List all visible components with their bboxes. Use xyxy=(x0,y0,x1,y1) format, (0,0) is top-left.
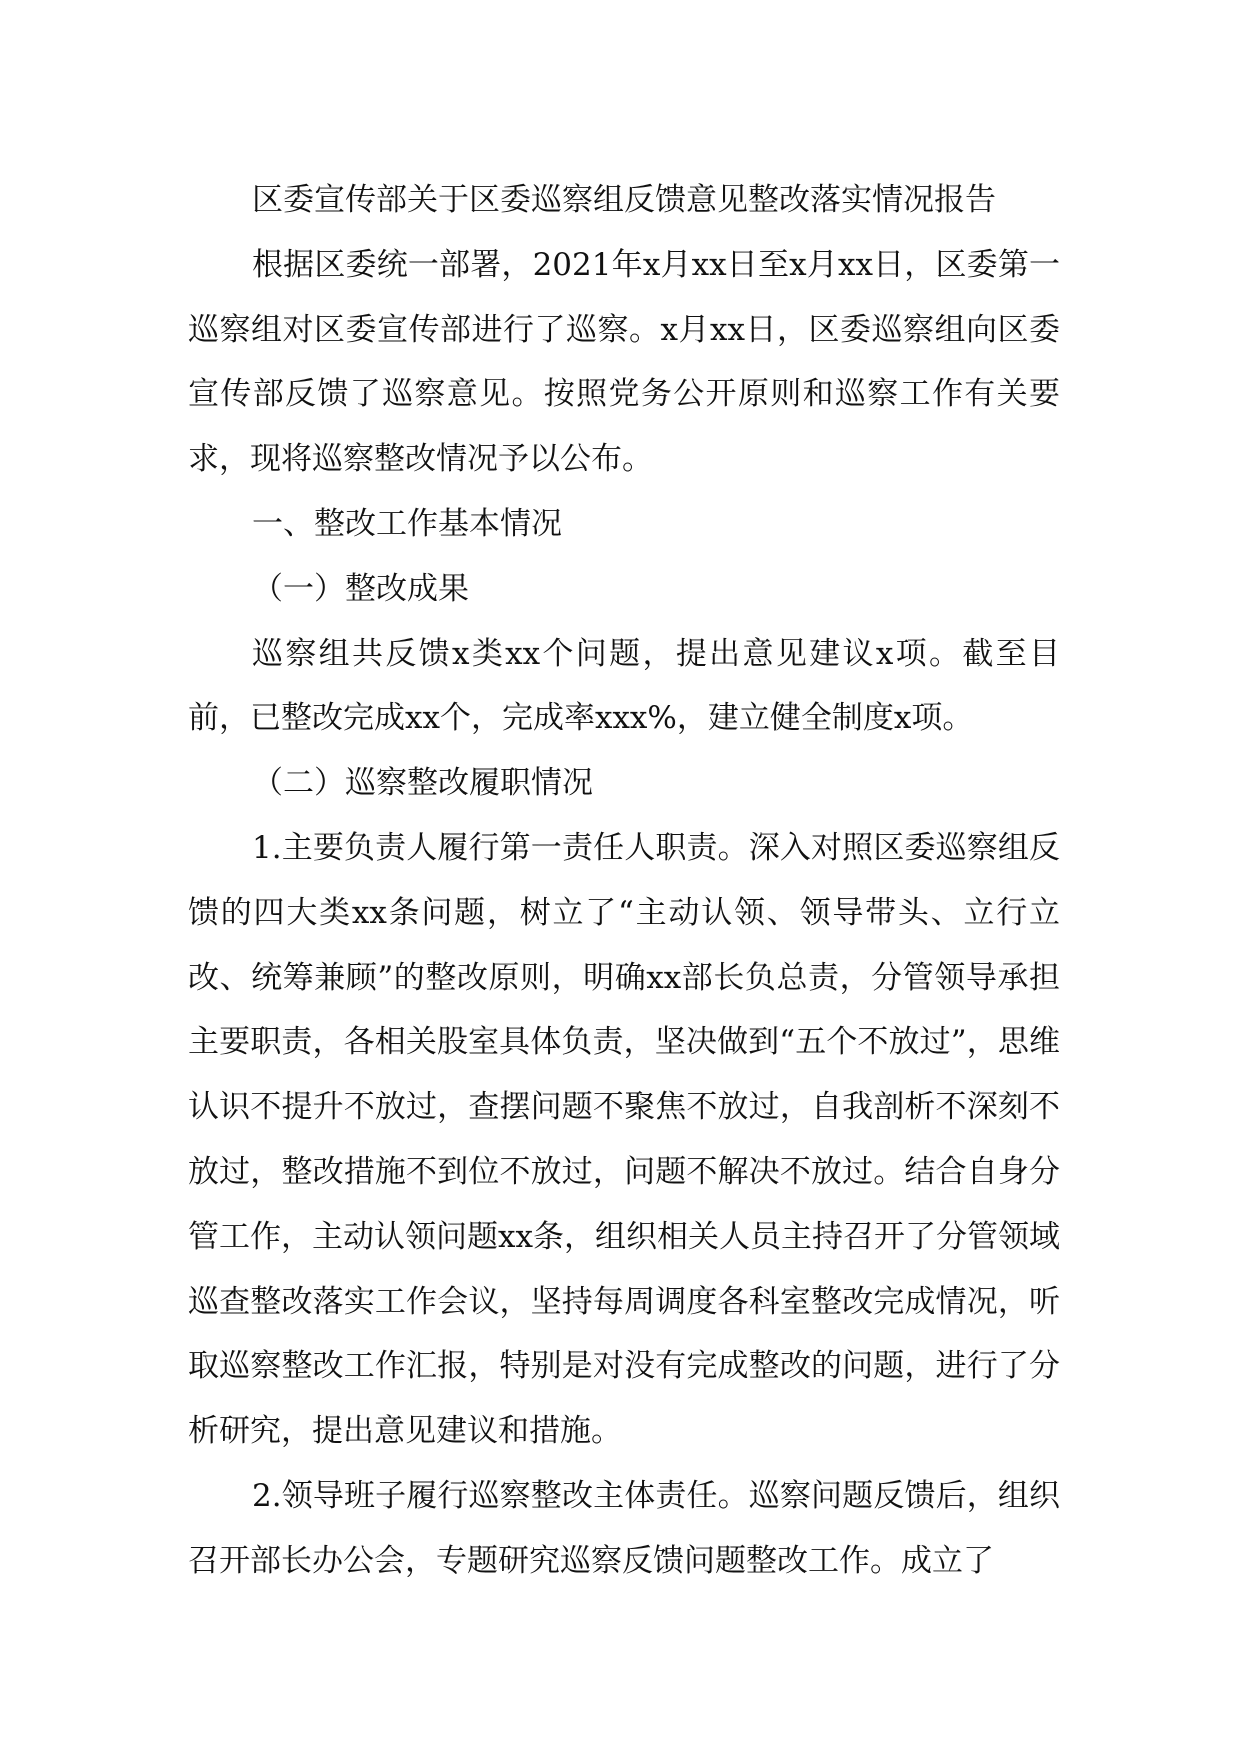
document-body xyxy=(188,168,1060,1594)
duty-paragraph-2: 2.领导班子履行巡察整改主体责任。巡察问题反馈后，组织召开部长办公会，专题研究巡察反馈问题整改工作。成立了 xyxy=(188,1477,1060,1579)
intro-paragraph: 根据区委统一部署，2021年x月xx日至x月xx日，区委第一巡察组对区委宣传部进行了巡察。x月xx日，区委巡察组向区委宣传部反馈了巡察意见。按照党务公开原则和巡察工作有关要求，现将巡察整改情况予以公布。 xyxy=(188,246,1060,478)
document-title: 区委宣传部关于区委巡察组反馈意见整改落实情况报告 xyxy=(252,182,996,218)
duty-paragraph-1: 1.主要负责人履行第一责任人职责。深入对照区委巡察组反馈的四大类xx条问题，树立了“主动认领、领导带头、立行立改、统筹兼顾”的整改原则，明确xx部长负总责，分管领导承担主要职责，各相关股室具体负责，坚决做到“五个不放过”，思维认识不提升不放过，查摆问题不聚焦不放过，自我剖析不深刻不放过，整改措施不到位不放过，问题不解决不放过。结合自身分管工作，主动认领问题xx条，组织相关人员主持召开了分管领域巡查整改落实工作会议，坚持每周调度各科室整改完成情况，听取巡察整改工作汇报，特别是对没有完成整改的问题，进行了分析研究，提出意见建议和措施。 xyxy=(188,829,1060,1450)
section-heading-1: 一、整改工作基本情况 xyxy=(252,505,562,542)
results-paragraph: 巡察组共反馈x类xx个问题，提出意见建议x项。截至目前，已整改完成xx个，完成率xxx%，建立健全制度x项。 xyxy=(188,635,1060,737)
subsection-heading-2: （二）巡察整改履职情况 xyxy=(252,765,593,802)
subsection-heading-1: （一）整改成果 xyxy=(252,570,469,607)
